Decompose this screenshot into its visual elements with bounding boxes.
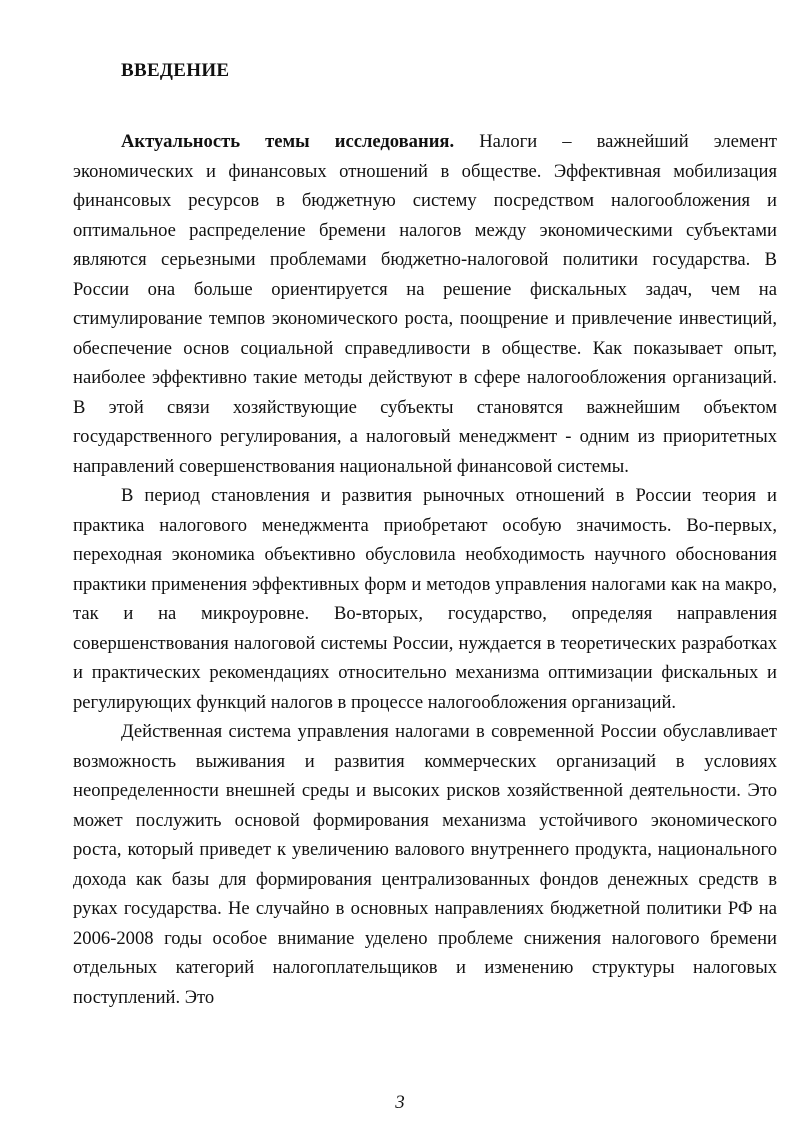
paragraph-tax-management: Действенная система управления налогами в современной России обуславливает возможность выживания и развития коммерческих организаций в условиях неопределенности внешней среды и высоких рисков хозяйственной деятельности. Это может послужить основой формирования механизма устойчивого экономического роста, который приведет к увеличению валового внутреннего продукта, национального дохода как базы для формирования централизованных фондов денежных средств в руках государства. Не случайно в основных направлениях бюджетной политики РФ на 2006-2008 годы особое внимание уделено проблеме снижения налогового бремени отдельных категорий налогоплательщиков и изменению структуры налоговых поступлений. Это bbox=[73, 721, 777, 1008]
page-number: 3 bbox=[395, 1092, 405, 1113]
body-text bbox=[73, 127, 777, 1012]
paragraph-text: Налоги – важнейший элемент экономических и финансовых отношений в обществе. Эффективная мобилизация финансовых ресурсов в бюджетную систему посредством налогообложения и оптимальное распределение бремени налогов между экономическими субъектами являются серьезными проблемами бюджетно-налоговой политики государства. В России она больше ориентируется на решение фискальных задач, чем на стимулирование темпов экономического роста, поощрение и привлечение инвестиций, обеспечение основ социальной справедливости в обществе. Как показывает опыт, наиболее эффективно такие методы действуют в сфере налогообложения организаций. В этой связи хозяйствующие субъекты становятся важнейшим объектом государственного регулирования, а налоговый менеджмент - одним из приоритетных направлений совершенствования национальной финансовой системы. bbox=[73, 131, 777, 477]
paragraph-lead: Актуальность темы исследования. bbox=[121, 131, 455, 152]
section-heading: ВВЕДЕНИЕ bbox=[121, 60, 230, 81]
paragraph-relevance bbox=[73, 127, 777, 481]
paragraph-market-period: В период становления и развития рыночных отношений в России теория и практика налогового менеджмента приобретают особую значимость. Во-первых, переходная экономика объективно обусловила необходимость научного обоснования практики применения эффективных форм и методов управления налогами как на макро, так и на микроуровне. Во-вторых, государство, определяя направления совершенствования налоговой системы России, нуждается в теоретических разработках и практических рекомендациях относительно механизма оптимизации фискальных и регулирующих функций налогов в процессе налогообложения организаций. bbox=[73, 485, 777, 713]
